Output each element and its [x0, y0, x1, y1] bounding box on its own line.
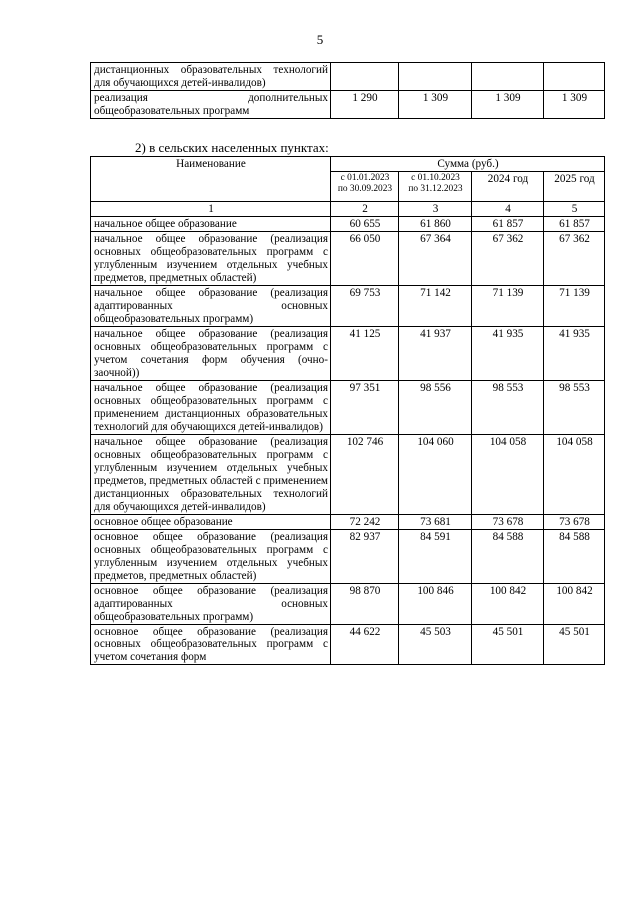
header-name: Наименование — [91, 157, 331, 202]
table-row — [91, 434, 605, 514]
row-name: основное общее образование (реализация адаптированных основных общеобразовательных программ) — [91, 583, 331, 624]
value-2025: 84 588 — [544, 529, 605, 583]
column-index: 2 — [331, 201, 399, 216]
column-index-row — [91, 201, 605, 216]
value-2025: 104 058 — [544, 434, 605, 514]
value-2025: 1 309 — [544, 90, 605, 118]
table-row — [91, 624, 605, 665]
table-row — [91, 583, 605, 624]
row-name: начальное общее образование — [91, 216, 331, 231]
column-index: 4 — [472, 201, 544, 216]
value-2024 — [472, 63, 544, 91]
value-period-1: 82 937 — [331, 529, 399, 583]
value-2025: 98 553 — [544, 380, 605, 434]
column-index: 5 — [544, 201, 605, 216]
value-period-2: 41 937 — [399, 326, 472, 380]
value-period-1: 60 655 — [331, 216, 399, 231]
value-2025: 71 139 — [544, 285, 605, 326]
header-row-1 — [91, 157, 605, 172]
value-period-2: 104 060 — [399, 434, 472, 514]
header-year-2025: 2025 год — [544, 171, 605, 201]
value-2025: 67 362 — [544, 231, 605, 285]
value-2024: 61 857 — [472, 216, 544, 231]
value-2025 — [544, 63, 605, 91]
value-period-1: 66 050 — [331, 231, 399, 285]
header-period-1 — [331, 171, 399, 201]
rural-sum-table — [90, 156, 605, 665]
value-period-2: 73 681 — [399, 514, 472, 529]
value-period-1: 102 746 — [331, 434, 399, 514]
value-period-2: 84 591 — [399, 529, 472, 583]
table-row — [91, 514, 605, 529]
value-period-2: 1 309 — [399, 90, 472, 118]
value-period-2 — [399, 63, 472, 91]
value-2025: 45 501 — [544, 624, 605, 665]
value-period-2: 100 846 — [399, 583, 472, 624]
value-2025: 100 842 — [544, 583, 605, 624]
value-period-1: 41 125 — [331, 326, 399, 380]
row-name: начальное общее образование (реализация адаптированных основных общеобразовательных программ) — [91, 285, 331, 326]
column-index: 3 — [399, 201, 472, 216]
value-2025: 73 678 — [544, 514, 605, 529]
header-year-2024: 2024 год — [472, 171, 544, 201]
value-period-2: 45 503 — [399, 624, 472, 665]
value-period-2: 71 142 — [399, 285, 472, 326]
row-name: дистанционных образовательных технологий для обучающихся детей-инвалидов) — [91, 63, 331, 91]
value-period-1: 98 870 — [331, 583, 399, 624]
header-period-1-from: с 01.01.2023 — [340, 172, 390, 183]
header-period-2 — [399, 171, 472, 201]
value-2025: 61 857 — [544, 216, 605, 231]
table-row — [91, 90, 605, 118]
row-name: основное общее образование (реализация основных общеобразовательных программ с учетом сочетания форм — [91, 624, 331, 665]
header-sum: Сумма (руб.) — [331, 157, 605, 172]
value-period-2: 67 364 — [399, 231, 472, 285]
value-2024: 45 501 — [472, 624, 544, 665]
column-index: 1 — [91, 201, 331, 216]
header-period-1-to: по 30.09.2023 — [337, 183, 393, 194]
value-2024: 98 553 — [472, 380, 544, 434]
value-period-1: 1 290 — [331, 90, 399, 118]
row-name: основное общее образование (реализация основных общеобразовательных программ с углубленным изучением отдельных учебных предметов, предметных областей) — [91, 529, 331, 583]
value-2024: 67 362 — [472, 231, 544, 285]
row-name: начальное общее образование (реализация основных общеобразовательных программ с применением дистанционных образовательных технологий для обучающихся детей-инвалидов) — [91, 380, 331, 434]
table-row — [91, 380, 605, 434]
header-period-2-from: с 01.10.2023 — [411, 172, 460, 183]
value-2024: 84 588 — [472, 529, 544, 583]
value-period-1 — [331, 63, 399, 91]
value-period-1: 97 351 — [331, 380, 399, 434]
row-name: начальное общее образование (реализация основных общеобразовательных программ с углубленным изучением отдельных учебных предметов, предметных областей) — [91, 231, 331, 285]
continuation-table — [90, 62, 605, 119]
value-period-2: 61 860 — [399, 216, 472, 231]
value-2024: 73 678 — [472, 514, 544, 529]
section-title: 2) в сельских населенных пунктах: — [135, 140, 329, 155]
table-row — [91, 285, 605, 326]
value-2025: 41 935 — [544, 326, 605, 380]
table-row — [91, 529, 605, 583]
value-period-1: 72 242 — [331, 514, 399, 529]
table-row — [91, 216, 605, 231]
value-2024: 1 309 — [472, 90, 544, 118]
row-name: основное общее образование — [91, 514, 331, 529]
header-period-2-to: по 31.12.2023 — [408, 183, 463, 194]
value-2024: 104 058 — [472, 434, 544, 514]
row-name: начальное общее образование (реализация основных общеобразовательных программ с углубленным изучением отдельных учебных предметов, предметных областей с применением дистанционных образовательных технологий для обучающихся детей-инвалидов) — [91, 434, 331, 514]
value-period-1: 44 622 — [331, 624, 399, 665]
table-row — [91, 63, 605, 91]
value-2024: 100 842 — [472, 583, 544, 624]
page-number: 5 — [316, 32, 324, 47]
value-2024: 71 139 — [472, 285, 544, 326]
row-name: реализация дополнительных общеобразовательных программ — [91, 90, 331, 118]
value-2024: 41 935 — [472, 326, 544, 380]
row-name: начальное общее образование (реализация основных общеобразовательных программ с учетом сочетания форм обучения (очно-заочной)) — [91, 326, 331, 380]
table-row — [91, 326, 605, 380]
value-period-2: 98 556 — [399, 380, 472, 434]
table-row — [91, 231, 605, 285]
value-period-1: 69 753 — [331, 285, 399, 326]
